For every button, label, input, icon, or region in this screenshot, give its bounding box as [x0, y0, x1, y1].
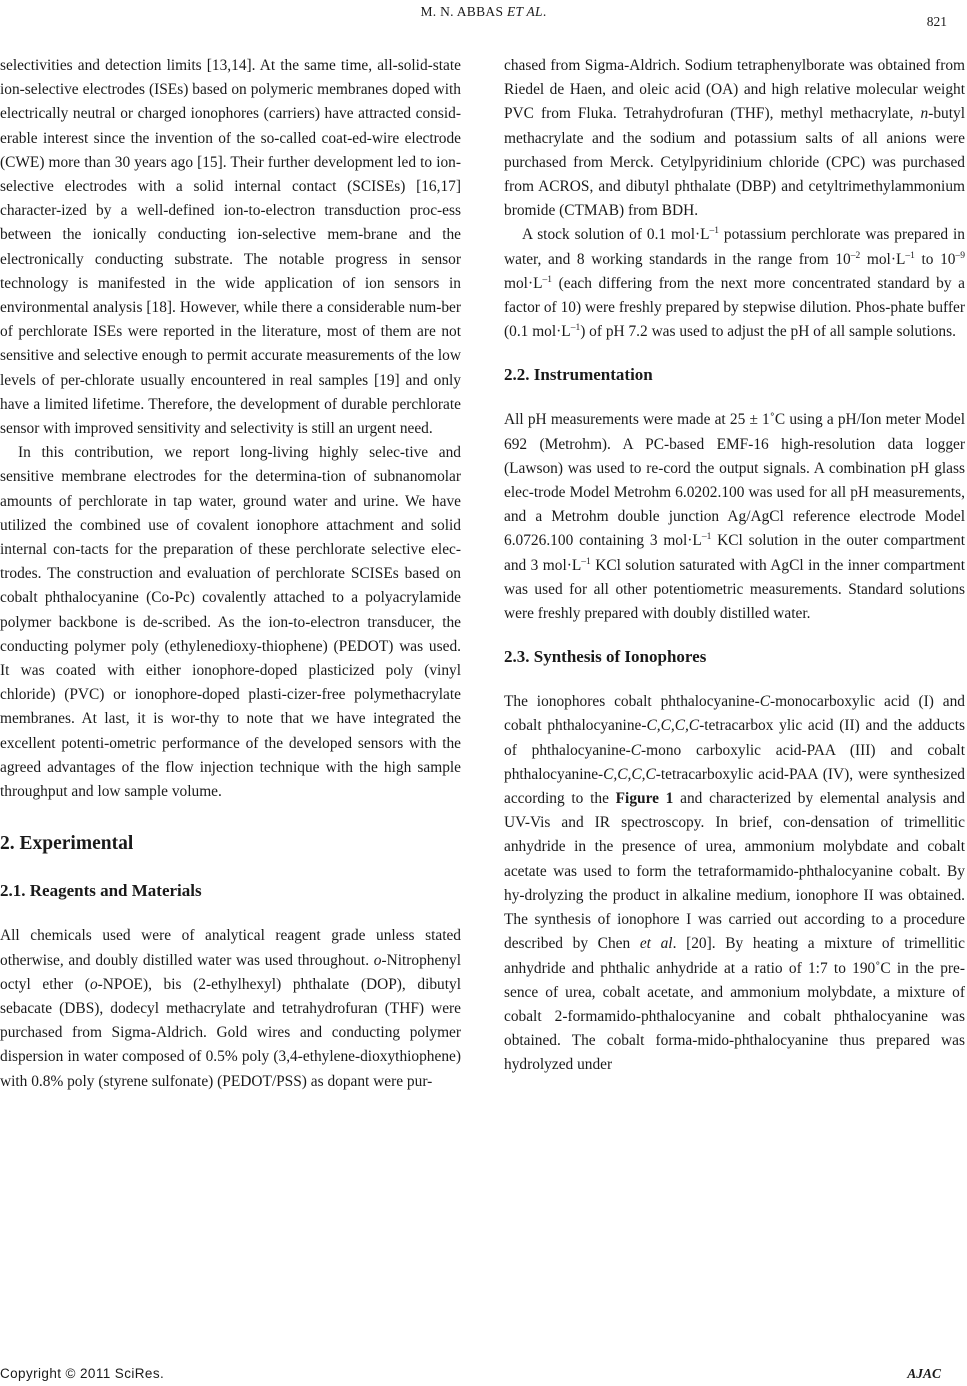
running-head — [0, 4, 967, 20]
subsection-heading-synthesis: 2.3. Synthesis of Ionophores — [504, 647, 707, 667]
reagents-paragraph-cont: chased from Sigma-Aldrich. Sodium tetraphenylborate was obtained from Riedel de Haen, and oleic acid (OA) and high relative molecular weight PVC from Fluka. Tetrahydrofuran (THF), methyl methacrylate, n-butyl methacrylate and the sodium and potassium salts of all anions were purchased from Merck. Cetylpyridinium chloride (CPC) was purchased from ACROS, and dibutyl phthalate (DBP) and cetyltrimethylammonium bromide (CTMAB) from BDH. — [504, 57, 965, 220]
footer-copyright: Copyright © 2011 SciRes. — [0, 1366, 165, 1381]
footer-journal: AJAC — [907, 1366, 941, 1381]
figure-1-reference[interactable]: Figure 1 — [615, 790, 674, 808]
reagents-paragraph: All chemicals used were of analytical reagent grade unless stated otherwise, and doubly distilled water was used throughout. o-Nitrophenyl octyl ether (o-NPOE), bis (2-ethylhexyl) phthalate (DOP), dibutyl sebacate (DBS), dodecyl methacrylate and tetrahydrofuran (THF) were purchased from Sigma-Aldrich. Gold wires and conducting polymer dispersion in water composed of 0.5% poly (3,4-ethylene-dioxythiophene) with 0.8% poly (styrene sulfonate) (PEDOT/PSS) as dopant were pur- — [0, 927, 461, 1090]
left-column — [0, 54, 461, 1094]
section-heading-experimental: 2. Experimental — [0, 833, 134, 855]
running-head-period: . — [542, 4, 547, 19]
running-head-et-al: ET AL — [506, 4, 543, 19]
synthesis-paragraph: The ionophores cobalt phthalocyanine-C-monocarboxylic acid (I) and cobalt phthalocyanine-C,C,C,C-tetracarbox ylic acid (II) and the adducts of phthalocyanine-C-mono carboxylic acid-PAA (III) and cobalt phthalocyanine-C,C,C,C-tetracarboxylic acid-PAA (IV), were synthesized according to the Figure 1 and characterized by elemental analysis and UV-Vis and IR spectroscopy. In brief, con-densation of trimellitic anhydride in the presence of urea, ammonium molybdate and cobalt acetate was used to form the tetraformamido-phthalocyanine cobalt. By hy-drolyzing the product in alkaline medium, ionophore II was obtained. The synthesis of ionophore I was carried out according to a procedure described by Chen et al. [20]. By heating a mixture of trimellitic anhydride and phthalic anhydride at a ratio of 1:7 to 190˚C in the pre-sence of urea, cobalt acetate, and ammonium molybdate, a mixture of cobalt 2-formamido-phthalocyanine and cobalt phthalocyanine was obtained. The cobalt forma-mido-phthalocyanine thus prepared was hydrolyzed under — [504, 693, 966, 1074]
instrumentation-paragraph: All pH measurements were made at 25 ± 1˚C using a pH/Ion meter Model 692 (Metrohm). A PC-based EMF-16 high-resolution data logger (Lawson) was used to re-cord the output signals. A combination pH glass elec-trode Model Metrohm 6.0202.100 was used for all pH measurements, and a Metrohm double junction Ag/AgCl reference electrode Model 6.0726.100 containing 3 $mol\cdot L^{-1}$ KCl solution in the outer compartment and 3 $mol\cdot L^{-1}$ KCl solution saturated with AgCl in the inner compartment was used for all other potentiometric measurements. Standard solutions were freshly prepared with doubly distilled water. — [504, 411, 965, 623]
subsection-heading-reagents: 2.1. Reagents and Materials — [0, 881, 202, 901]
stock-solution-paragraph: A stock solution of 0.1 $mol\cdot L^{-1}$ potassium perchlorate was prepared in water, and 8 working standards in the range from $10^{-2}$ $mol\cdot L^{-1}$ to $10^{-9}$ $mol\cdot L^{-1}$ (each differing from the next more concentrated standard by a factor of 10) were freshly prepared by stepwise dilution. Phos-phate buffer (0.1 $mol\cdot L^{-1}$) of pH 7.2 was used to adjust the pH of all sample solutions. — [504, 226, 965, 341]
page-number: 821 — [926, 14, 947, 29]
intro-paragraph-1: selectivities and detection limits [13,14]. At the same time, all-solid-state ion-selective electrodes (ISEs) based on polymeric membranes doped with electrically neutral or charged ionophores (carriers) have attracted consid-erable interest since the invention of the so-called coat-ed-wire electrode (CWE) more than 30 years ago [15]. Their further development led to ion-selective electrodes with a solid internal contact (SCISEs) [16,17] character-ized by a well-defined ion-to-electron transduction proc-ess between the ionically conducting ion-selective mem-brane and the electronically conducting substrate. The notable progress in sensor technology is manifested in the wide application of ion sensors in environmental analysis [18]. However, while there a considerable num-ber of perchlorate ISEs were reported in the literature, most of them are not sensitive and selective enough to permit accurate measurements of the low levels of per-chlorate usually encountered in real samples [19] and only have a limited lifetime. Therefore, the development of durable perchlorate sensor with improved sensitivity and selectivity is still an urgent need. — [0, 57, 461, 438]
running-head-authors: M. N. ABBAS — [420, 4, 507, 19]
right-column — [504, 54, 965, 1078]
intro-paragraph-2: In this contribution, we report long-living highly selec-tive and sensitive membrane electrodes for the determina-tion of subnanomolar amounts of perchlorate in tap water, ground water and urine. We have utilized the combined use of covalent ionophore attachment and solid internal con-tacts for the preparation of these perchlorate selective elec-trodes. The construction and evaluation of perchlorate SCISEs based on cobalt phthalocyanine (Co-Pc) covalently attached to a polyacrylamide polymer backbone is de-scribed. As the ion-to-electron transducer, the conducting polymer poly (ethylenedioxy-thiophene) (PEDOT) was used. It was coated with either ionophore-doped plasticized poly (vinyl chloride) (PVC) or ionophore-doped plasti-cizer-free polymethacrylate membranes. At last, it is wor-thy to note that we have integrated the excellent potenti-ometric performance of the developed sensors with the agreed advantages of the flow injection technique with the high sample throughput and low sample volume. — [0, 444, 461, 801]
subsection-heading-instrumentation: 2.2. Instrumentation — [504, 365, 653, 385]
